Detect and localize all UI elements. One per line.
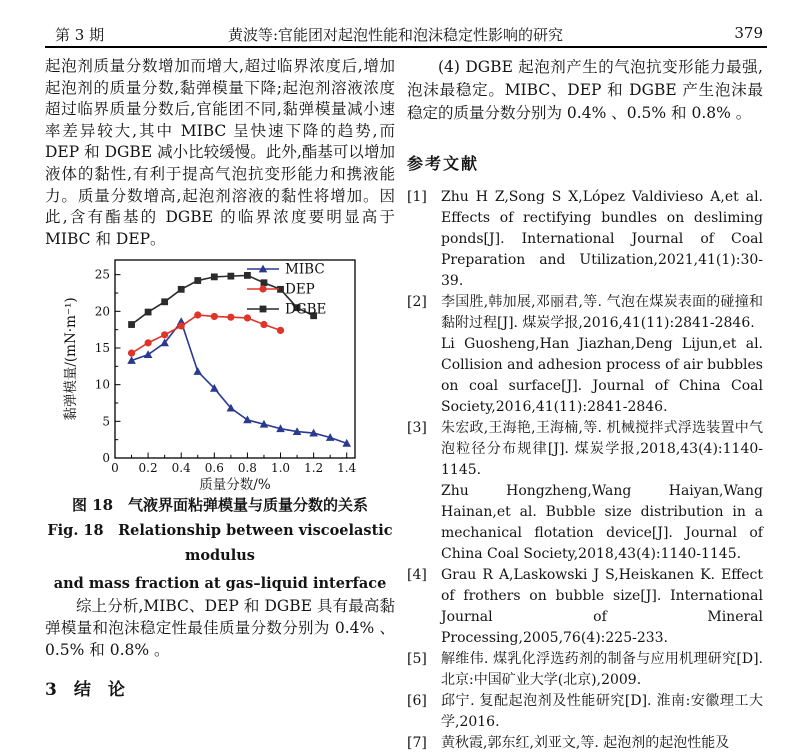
legend-marker-DEP [259, 286, 266, 293]
section-heading-conclusion: 3 结 论 [45, 680, 125, 701]
reference-segment: 黄秋霞,郭东红,刘亚文,等. 起泡剂的起泡性能及 [441, 735, 730, 751]
reference-number: [2] [407, 294, 427, 310]
reference-number: [3] [407, 420, 427, 436]
reference-segment: Li Guosheng,Han Jiazhan,Deng Lijun,et al. Collision and adhesion process of air bubbles on coal surface[J]. Journal of China Coal Society,2016,41(11):2841-2846. [441, 336, 763, 415]
figure-caption-zh: 图 18 气液界面粘弹模量与质量分数的关系 [71, 496, 369, 515]
reference-segment: 解维伟. 煤乳化浮选药剂的制备与应用机理研究[D]. 北京:中国矿业大学(北京),2009. [441, 651, 763, 688]
reference-segment: Zhu Hongzheng,Wang Haiyan,Wang Hainan,et al. Bubble size distribution in a mechanical flotation device[J]. Journal of China Coal Society,2018,43(4):1140-1145. [441, 483, 763, 562]
series-marker-MIBC [243, 416, 252, 424]
reference-segment: 李国胜,韩加展,邓丽君,等. 气泡在煤炭表面的碰撞和黏附过程[J]. 煤炭学报,2016,41(11):2841-2846. [441, 294, 763, 331]
series-marker-DEP [145, 340, 152, 347]
series-marker-MIBC [193, 367, 202, 375]
series-marker-DEP [178, 323, 185, 330]
reference-item [407, 292, 763, 418]
reference-number: [4] [407, 567, 427, 583]
header-issue: 第 3 期 [55, 26, 105, 44]
series-marker-DGBE [227, 273, 234, 280]
reference-segment: 朱宏政,王海艳,王海楠,等. 机械搅拌式浮选装置中气泡粒径分布规律[J]. 煤炭学报,2018,43(4):1140-1145. [441, 420, 763, 478]
series-marker-DEP [194, 312, 201, 319]
series-marker-DGBE [128, 321, 135, 328]
series-marker-DGBE [145, 309, 152, 316]
header-rule [45, 46, 767, 48]
series-line-DEP [132, 315, 281, 353]
figure-caption-en-line2: and mass fraction at gas–liquid interface [53, 575, 387, 593]
viscoelastic-modulus-chart [45, 252, 395, 494]
header-running-title: 黄波等:官能团对起泡性能和泡沫稳定性影响的研究 [227, 26, 564, 44]
reference-number: [5] [407, 651, 427, 667]
series-marker-DGBE [244, 272, 251, 279]
references-heading: 参考文献 [407, 154, 480, 173]
reference-item [407, 733, 763, 754]
legend-marker-DGBE [260, 306, 267, 313]
reference-text [433, 418, 763, 565]
series-marker-DGBE [178, 286, 185, 293]
paragraph-summary: 综上分析,MIBC、DEP 和 DGBE 具有最高黏弹模量和泡沫稳定性最佳质量分数分别为 0.4% 、0.5% 和 0.8% 。 [45, 597, 395, 659]
reference-item [407, 565, 763, 649]
legend-label-DEP: DEP [285, 281, 315, 298]
x-tick-label: 0.6 [204, 461, 224, 476]
reference-item [407, 418, 763, 565]
reference-item [407, 691, 763, 733]
reference-number: [1] [407, 189, 427, 205]
left-column [45, 56, 395, 700]
reference-text [433, 649, 763, 691]
x-tick-label: 1.2 [304, 461, 324, 476]
figure-18 [45, 252, 395, 596]
x-tick-label: 0.4 [171, 461, 191, 476]
reference-text [433, 292, 763, 418]
figure-caption-en-line1: Fig. 18 Relationship between viscoelastic modulus [47, 522, 393, 565]
y-tick-label: 5 [102, 414, 110, 429]
reference-text [433, 565, 763, 649]
series-marker-DEP [260, 321, 267, 328]
series-marker-DEP [227, 314, 234, 321]
series-marker-DGBE [261, 280, 268, 287]
x-tick-label: 0.8 [237, 461, 257, 476]
reference-number: [6] [407, 693, 427, 709]
reference-segment: 邱宁. 复配起泡剂及性能研究[D]. 淮南:安徽理工大学,2016. [441, 693, 763, 730]
x-tick-label: 1.0 [270, 461, 291, 476]
reference-text [433, 187, 763, 292]
series-marker-DEP [161, 332, 168, 339]
legend-label-MIBC: MIBC [285, 261, 325, 278]
y-tick-label: 15 [94, 341, 110, 356]
y-tick-label: 25 [94, 268, 110, 283]
series-marker-DGBE [211, 274, 218, 281]
series-marker-DEP [128, 350, 135, 357]
series-marker-DEP [244, 315, 251, 322]
reference-list [407, 187, 763, 754]
x-axis-label: 质量分数/% [199, 477, 271, 494]
reference-text [433, 733, 763, 754]
reference-item [407, 649, 763, 691]
series-marker-DEP [277, 327, 284, 334]
chart-frame [115, 260, 355, 458]
reference-number: [7] [407, 735, 427, 751]
reference-segment: Grau R A,Laskowski J S,Heiskanen K. Effect of frothers on bubble size[J]. International Journal of Mineral Processing,2005,76(4):225-233. [441, 567, 763, 646]
series-marker-MIBC [144, 351, 153, 359]
header-page-number: 379 [734, 24, 763, 42]
right-column [407, 56, 763, 751]
x-tick-label: 0 [111, 461, 119, 476]
series-marker-DEP [211, 313, 218, 320]
reference-segment: Zhu H Z,Song S X,López Valdivieso A,et al. Effects of rectifying bundles on desliming ponds[J]. International Journal of Coal Preparation and Utilization,2021,41(1):30-39. [441, 189, 763, 289]
figure-18-caption [45, 494, 395, 596]
reference-item [407, 187, 763, 292]
legend-label-DGBE: DGBE [285, 301, 327, 318]
series-marker-DGBE [194, 277, 201, 284]
reference-text [433, 691, 763, 733]
x-tick-label: 1.4 [337, 461, 357, 476]
y-axis-label: 黏弹模量/(mN·m⁻¹) [63, 297, 79, 422]
y-tick-label: 0 [102, 451, 110, 466]
paragraph-viscoelastic-discussion: 起泡剂质量分数增加而增大,超过临界浓度后,增加起泡剂的质量分数,黏弹模量下降;起泡剂溶液浓度超过临界质量分数后,官能团不同,黏弹模量减小速率差异较大,其中 MIBC 呈快速下降的趋势,而 DEP 和 DGBE 减小比较缓慢。此外,酯基可以增加液体的黏性,有利于提高气泡抗变形能力和携液能力。质量分数增高,起泡剂溶液的黏性将增加。因此,含有酯基的 DGBE 的临界浓度要明显高于 MIBC 和 DEP。 [45, 57, 395, 248]
x-tick-label: 0.2 [138, 461, 158, 476]
y-tick-label: 10 [94, 378, 110, 393]
series-line-MIBC [132, 322, 347, 444]
paragraph-conclusion-4: (4) DGBE 起泡剂产生的气泡抗变形能力最强,泡沫最稳定。MIBC、DEP 和 DGBE 产生泡沫最稳定的质量分数分别为 0.4% 、0.5% 和 0.8% 。 [407, 58, 763, 122]
y-tick-label: 20 [94, 304, 110, 319]
series-marker-DGBE [161, 299, 168, 306]
